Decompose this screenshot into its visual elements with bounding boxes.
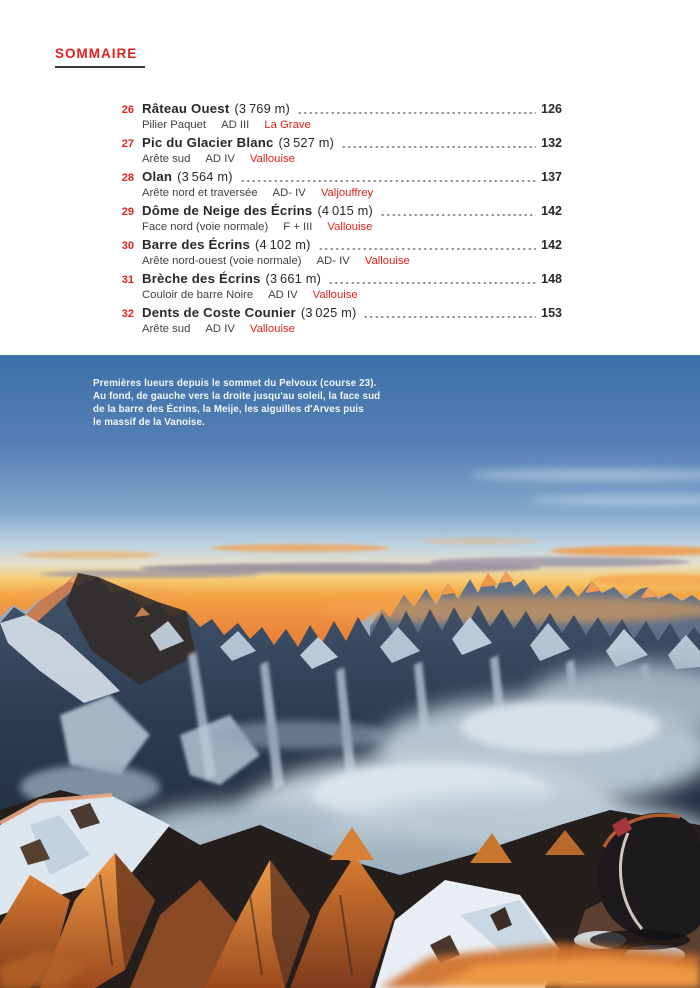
entry-title-text: Dôme de Neige des Écrins xyxy=(142,203,313,218)
entry-title xyxy=(142,305,356,320)
entry-number: 28 xyxy=(121,172,134,184)
entry-number: 26 xyxy=(121,104,134,116)
entry-route: Arête sud xyxy=(142,323,191,335)
toc-entry xyxy=(110,203,562,236)
entry-elevation: (3 769 m) xyxy=(234,101,290,116)
toc-title-row xyxy=(110,271,562,289)
toc-title-row xyxy=(110,101,562,119)
toc-title-row xyxy=(110,135,562,153)
page-title: SOMMAIRE xyxy=(55,46,138,61)
dotted-leader xyxy=(380,214,536,216)
entry-route: Couloir de barre Noire xyxy=(142,289,254,301)
header-rule xyxy=(55,66,145,68)
toc-sub-row xyxy=(142,187,562,202)
toc-entry xyxy=(110,101,562,134)
entry-title xyxy=(142,169,233,184)
photo-caption xyxy=(93,377,380,429)
entry-elevation: (3 564 m) xyxy=(177,169,233,184)
toc-title-row xyxy=(110,237,562,255)
entry-number: 29 xyxy=(121,206,134,218)
entry-grade: AD IV xyxy=(205,153,235,165)
photo-caption-line: de la barre des Écrins, la Meije, les aiguilles d'Arves puis xyxy=(93,404,364,415)
entry-grade: AD IV xyxy=(268,289,298,301)
toc-entry xyxy=(110,135,562,168)
toc-entry xyxy=(110,237,562,270)
entry-grade: AD- IV xyxy=(272,187,306,199)
entry-grade: AD- IV xyxy=(316,255,350,267)
page-header xyxy=(0,0,700,68)
toc-title-row xyxy=(110,203,562,221)
entry-title-text: Brèche des Écrins xyxy=(142,271,261,286)
entry-page-number: 132 xyxy=(541,136,562,150)
entry-route: Face nord (voie normale) xyxy=(142,221,269,233)
entry-page-number: 148 xyxy=(541,272,562,286)
toc-sub-row xyxy=(142,289,562,304)
toc-title-row xyxy=(110,305,562,323)
entry-number: 31 xyxy=(121,274,134,286)
entry-location: Vallouise xyxy=(249,323,295,335)
entry-title xyxy=(142,135,334,150)
entry-number: 30 xyxy=(121,240,134,252)
dotted-leader xyxy=(363,316,536,318)
toc-sub-row xyxy=(142,119,562,134)
entry-elevation: (3 527 m) xyxy=(278,135,335,150)
toc-list xyxy=(110,101,562,338)
toc-entry xyxy=(110,305,562,338)
entry-location: La Grave xyxy=(264,119,311,131)
entry-title-text: Dents de Coste Counier xyxy=(142,305,296,320)
photo-caption-line: le massif de la Vanoise. xyxy=(93,417,205,428)
entry-route: Arête nord-ouest (voie normale) xyxy=(142,255,302,267)
dotted-leader xyxy=(318,248,537,250)
entry-route: Arête sud xyxy=(142,153,191,165)
entry-page-number: 153 xyxy=(541,306,562,320)
entry-page-number: 126 xyxy=(541,102,562,116)
entry-elevation: (3 661 m) xyxy=(265,271,322,286)
mountain-photo-art xyxy=(0,355,700,988)
entry-route: Pilier Paquet xyxy=(142,119,207,131)
entry-grade: AD III xyxy=(221,119,250,131)
dotted-leader xyxy=(341,146,536,148)
toc-entry xyxy=(110,169,562,202)
entry-location: Valjouffrey xyxy=(320,187,374,199)
entry-page-number: 142 xyxy=(541,204,562,218)
toc-entry xyxy=(110,271,562,304)
entry-elevation: (4 102 m) xyxy=(255,237,311,252)
photo-caption-line: Au fond, de gauche vers la droite jusqu'au soleil, la face sud xyxy=(93,391,381,402)
entry-number: 32 xyxy=(121,308,134,320)
entry-grade: AD IV xyxy=(205,323,235,335)
entry-title xyxy=(142,101,290,116)
mountain-photo xyxy=(0,355,700,988)
toc-title-row xyxy=(110,169,562,187)
entry-title-text: Olan xyxy=(142,169,173,184)
entry-location: Vallouise xyxy=(364,255,410,267)
entry-page-number: 142 xyxy=(541,238,562,252)
entry-title xyxy=(142,237,311,252)
entry-title xyxy=(142,203,373,218)
toc-sub-row xyxy=(142,255,562,270)
entry-grade: F + III xyxy=(283,221,313,233)
entry-location: Vallouise xyxy=(327,221,373,233)
entry-location: Vallouise xyxy=(312,289,358,301)
entry-elevation: (3 025 m) xyxy=(300,305,357,320)
entry-location: Vallouise xyxy=(249,153,295,165)
entry-title-text: Pic du Glacier Blanc xyxy=(142,135,274,150)
dotted-leader xyxy=(240,180,536,182)
entry-title-text: Râteau Ouest xyxy=(142,101,230,116)
entry-route: Arête nord et traversée xyxy=(142,187,258,199)
entry-page-number: 137 xyxy=(541,170,562,184)
dotted-leader xyxy=(297,112,536,114)
toc-sub-row xyxy=(142,153,562,168)
toc-sub-row xyxy=(142,221,562,236)
toc-sub-row xyxy=(142,323,562,338)
entry-number: 27 xyxy=(121,138,134,150)
entry-title xyxy=(142,271,321,286)
dotted-leader xyxy=(328,282,536,284)
entry-elevation: (4 015 m) xyxy=(317,203,374,218)
photo-caption-line: Premières lueurs depuis le sommet du Pelvoux (course 23). xyxy=(93,378,377,389)
entry-title-text: Barre des Écrins xyxy=(142,237,251,252)
